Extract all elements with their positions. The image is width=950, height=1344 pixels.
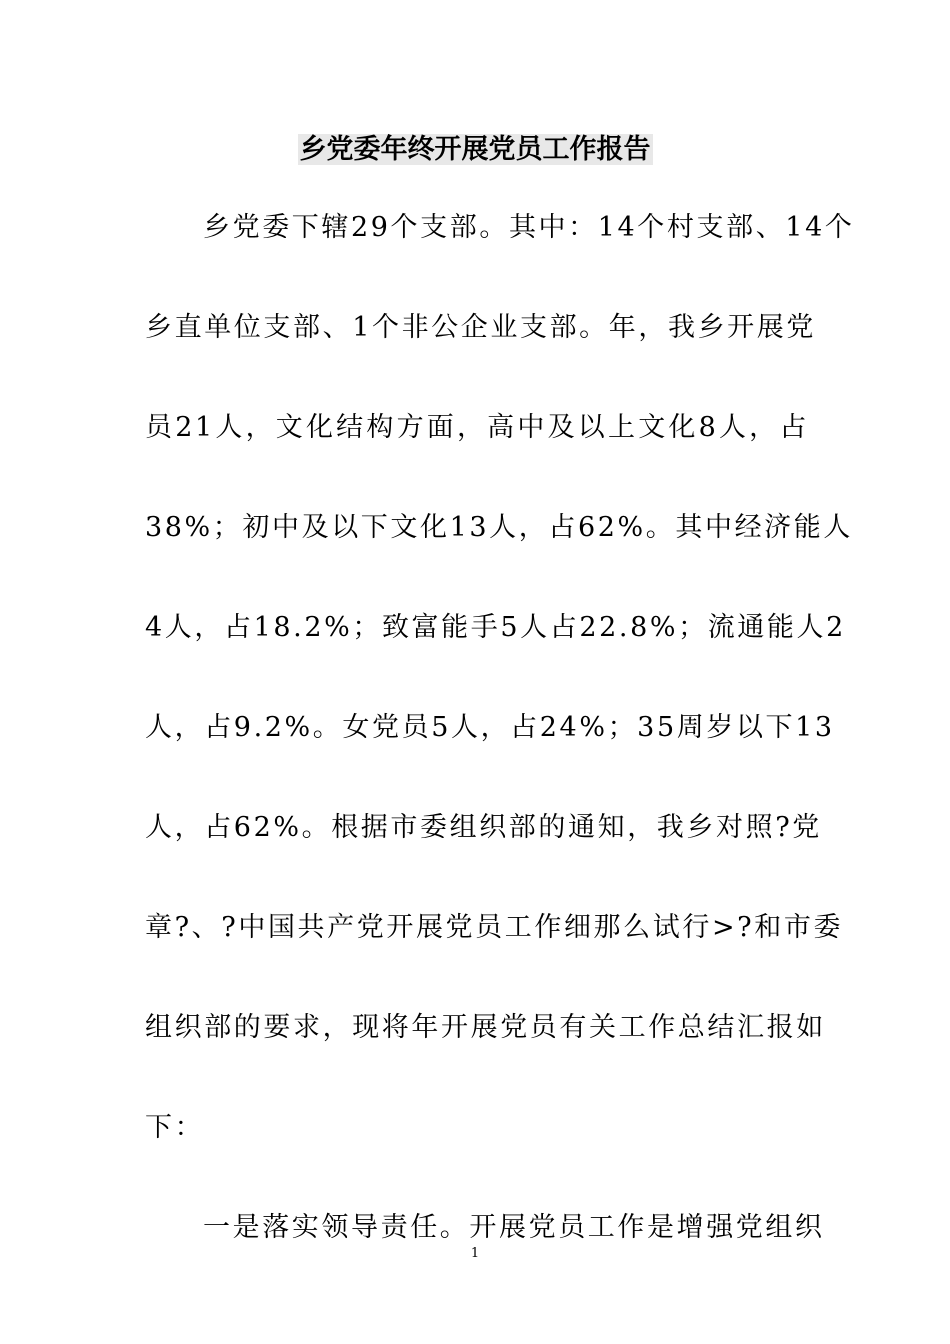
body-line-3: 员21人，文化结构方面，高中及以上文化8人，占 (145, 412, 809, 443)
document-title (0, 132, 950, 168)
body-line-8: 章?、?中国共产党开展党员工作细那么试行>?和市委 (145, 912, 844, 943)
page-number: 1 (470, 1246, 480, 1261)
document-title-text: 乡党委年终开展党员工作报告 (299, 134, 651, 165)
body-line-5: 4人，占18.2%；致富能手5人占22.8%；流通能人2 (145, 612, 846, 643)
body-line-10: 下： (145, 1112, 205, 1143)
body-line-7: 人，占62%。根据市委组织部的通知，我乡对照?党 (145, 812, 822, 843)
body-line-2: 乡直单位支部、1个非公企业支部。年，我乡开展党 (145, 312, 816, 343)
body-line-6: 人，占9.2%。女党员5人，占24%；35周岁以下13 (145, 712, 835, 743)
body-line-4: 38%；初中及以下文化13人，占62%。其中经济能人 (145, 512, 853, 543)
body-line-1: 乡党委下辖29个支部。其中：14个村支部、14个 (203, 212, 855, 243)
body-line-9: 组织部的要求，现将年开展党员有关工作总结汇报如 (145, 1012, 826, 1043)
body-line-11: 一是落实领导责任。开展党员工作是增强党组织 (203, 1212, 825, 1243)
document-body (145, 178, 855, 1278)
